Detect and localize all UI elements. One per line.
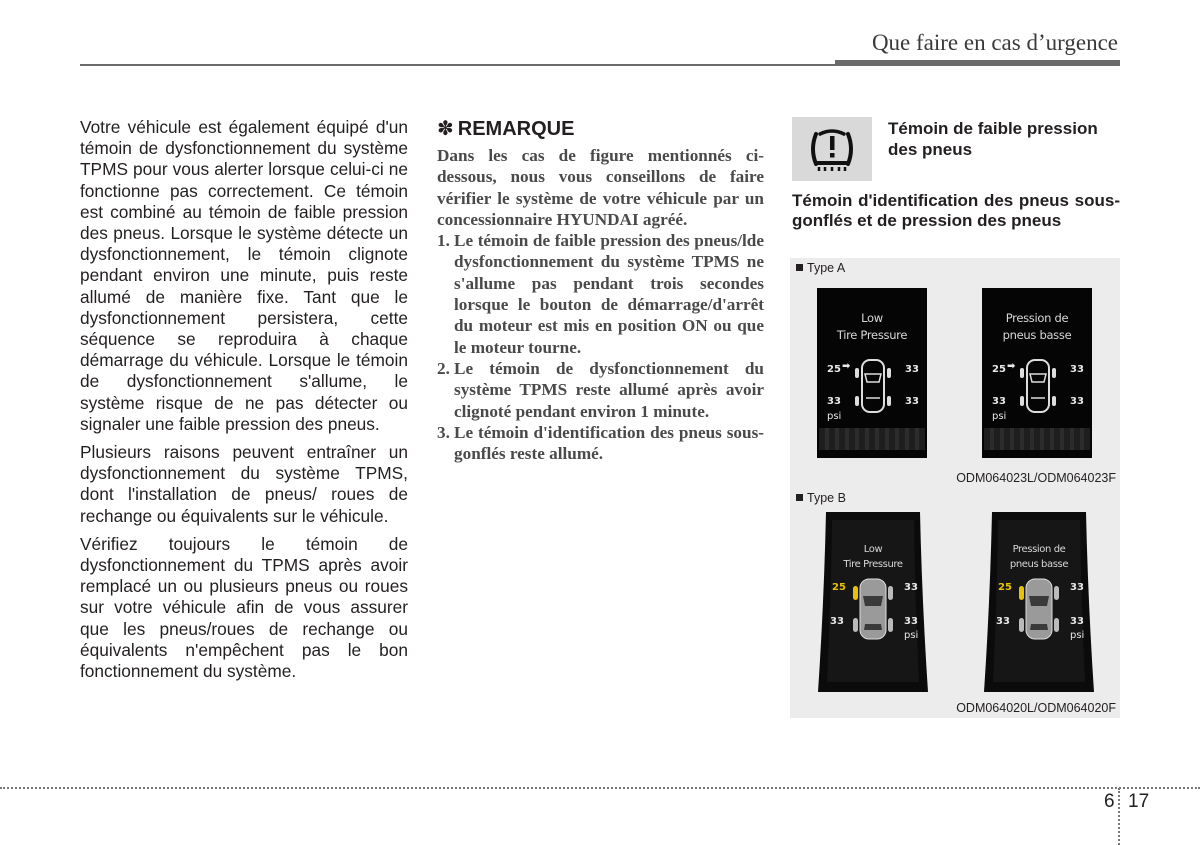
screen-message: Pression de pneus basse	[1002, 311, 1072, 342]
identification-title: Témoin d'identification des pneus sous-gonflés et de pression des pneus	[792, 191, 1120, 230]
note-item-number: 1.	[437, 231, 450, 251]
note-item	[437, 422, 764, 465]
tire-pressure-rl: 33	[827, 396, 841, 407]
page-number: 17	[1128, 791, 1150, 812]
note-intro: Dans les cas de figure mentionnés ci-dessous, nous vous conseillons de faire vérifier le système de votre véhicule par un concessionnaire HYUNDAI agréé.	[437, 146, 764, 229]
type-a-label: Type A	[796, 261, 845, 275]
tire-pressure-rl: 33	[830, 616, 844, 627]
footer-rule	[0, 787, 1200, 789]
tire-pressure-fl: 25	[998, 582, 1012, 593]
figure-code: ODM064023L/ODM064023F	[956, 471, 1116, 485]
car-topview-icon	[853, 356, 893, 416]
indicator-label: Témoin de faible pression des pneus	[888, 119, 1098, 159]
note-item-number: 2.	[437, 358, 450, 378]
note-column	[437, 117, 764, 464]
page-number-separator	[1118, 788, 1120, 845]
tire-pressure-rl: 33	[996, 616, 1010, 627]
arrow-right-icon: ➡	[1007, 361, 1016, 372]
car-topview-icon	[1017, 576, 1061, 642]
chapter-number: 6	[1104, 791, 1115, 812]
type-b-panel	[790, 488, 1120, 718]
screen-message: Pression de pneus basse	[1009, 544, 1069, 570]
indicator-icon-box	[792, 117, 872, 181]
note-item-text: Le témoin d'identification des pneus sous-gonflés reste allumé.	[454, 422, 764, 464]
tire-pressure-rr: 33	[1070, 616, 1084, 627]
body-text-column	[80, 117, 408, 689]
asterisk-icon: ✽	[437, 118, 454, 140]
tire-pressure-rl: 33	[992, 396, 1006, 407]
pressure-unit: psi	[904, 630, 919, 641]
note-item-text: Le témoin de dysfonctionnement du système TPMS reste allumé après avoir clignoté pendant environ 1 minute.	[454, 358, 764, 421]
cluster-screen-en	[817, 288, 927, 458]
paragraph: Plusieurs raisons peuvent entraîner un dysfonctionnement du système TPMS, dont l'installation de pneus/ roues de rechange ou équivalents sur le véhicule.	[80, 442, 408, 526]
tire-pressure-fl: 25	[992, 364, 1006, 375]
pressure-unit: psi	[992, 411, 1007, 422]
paragraph: Vérifiez toujours le témoin de dysfonctionnement du TPMS après avoir remplacé un ou plusieurs pneus ou roues sur votre véhicule afin de vous assurer que les pneus/roues de rechange ou équivalents n'empêchent pas le bon fonctionnement du système.	[80, 533, 408, 682]
running-header-title: Que faire en cas d’urgence	[871, 30, 1118, 55]
note-heading	[437, 117, 764, 141]
screen-message: Low Tire Pressure	[843, 544, 903, 570]
tire-pressure-fr: 33	[1070, 364, 1084, 375]
type-b-label: Type B	[796, 491, 846, 505]
tire-pressure-rr: 33	[1070, 396, 1084, 407]
pressure-unit: psi	[1070, 630, 1085, 641]
car-topview-icon	[851, 576, 895, 642]
tire-pressure-fr: 33	[904, 582, 918, 593]
screen-message: Low Tire Pressure	[836, 311, 908, 342]
pressure-unit: psi	[827, 411, 842, 422]
note-item-number: 3.	[437, 422, 450, 442]
note-list	[437, 230, 764, 464]
tire-pressure-fr: 33	[905, 364, 919, 375]
tire-pressure-fl: 25	[827, 364, 841, 375]
cluster-screen-fr	[984, 512, 1094, 692]
cluster-screen-fr	[982, 288, 1092, 458]
tire-pressure-warning-icon	[792, 117, 872, 181]
note-item-text: Le témoin de faible pression des pneus/lde dysfonctionnement du système TPMS ne s'allume pas pendant trois secondes lorsque le bouton de démarrage/d'arrêt du moteur est mis en position ON ou que le moteur tourne.	[454, 231, 764, 357]
tire-pressure-rr: 33	[905, 396, 919, 407]
tire-pressure-rr: 33	[904, 616, 918, 627]
tire-pressure-fr: 33	[1070, 582, 1084, 593]
type-a-panel	[790, 258, 1120, 488]
header-rule-accent	[835, 60, 1120, 66]
screen-bottom-band	[819, 428, 925, 450]
car-topview-icon	[1018, 356, 1058, 416]
screen-bottom-band	[984, 428, 1090, 450]
paragraph: Votre véhicule est également équipé d'un témoin de dysfonctionnement du système TPMS pour vous alerter lorsque celui-ci ne fonctionne pas correctement. Ce témoin est combiné au témoin de faible pression des pneus. Lorsque le système détecte un dysfonctionnement, le témoin clignote pendant environ une minute, puis reste allumé de manière fixe. Tant que le dysfonctionnement persistera, cette séquence se reproduira à chaque démarrage du véhicule. Lorsque le témoin de dysfonctionnement s'allume, le système risque de ne pas détecter ou signaler une faible pression des pneus.	[80, 117, 408, 434]
note-item	[437, 358, 764, 422]
tire-pressure-fl: 25	[832, 582, 846, 593]
cluster-screen-en	[818, 512, 928, 692]
note-title: REMARQUE	[457, 118, 575, 140]
note-item	[437, 230, 764, 358]
arrow-right-icon: ➡	[842, 361, 851, 372]
figure-code: ODM064020L/ODM064020F	[956, 701, 1116, 715]
